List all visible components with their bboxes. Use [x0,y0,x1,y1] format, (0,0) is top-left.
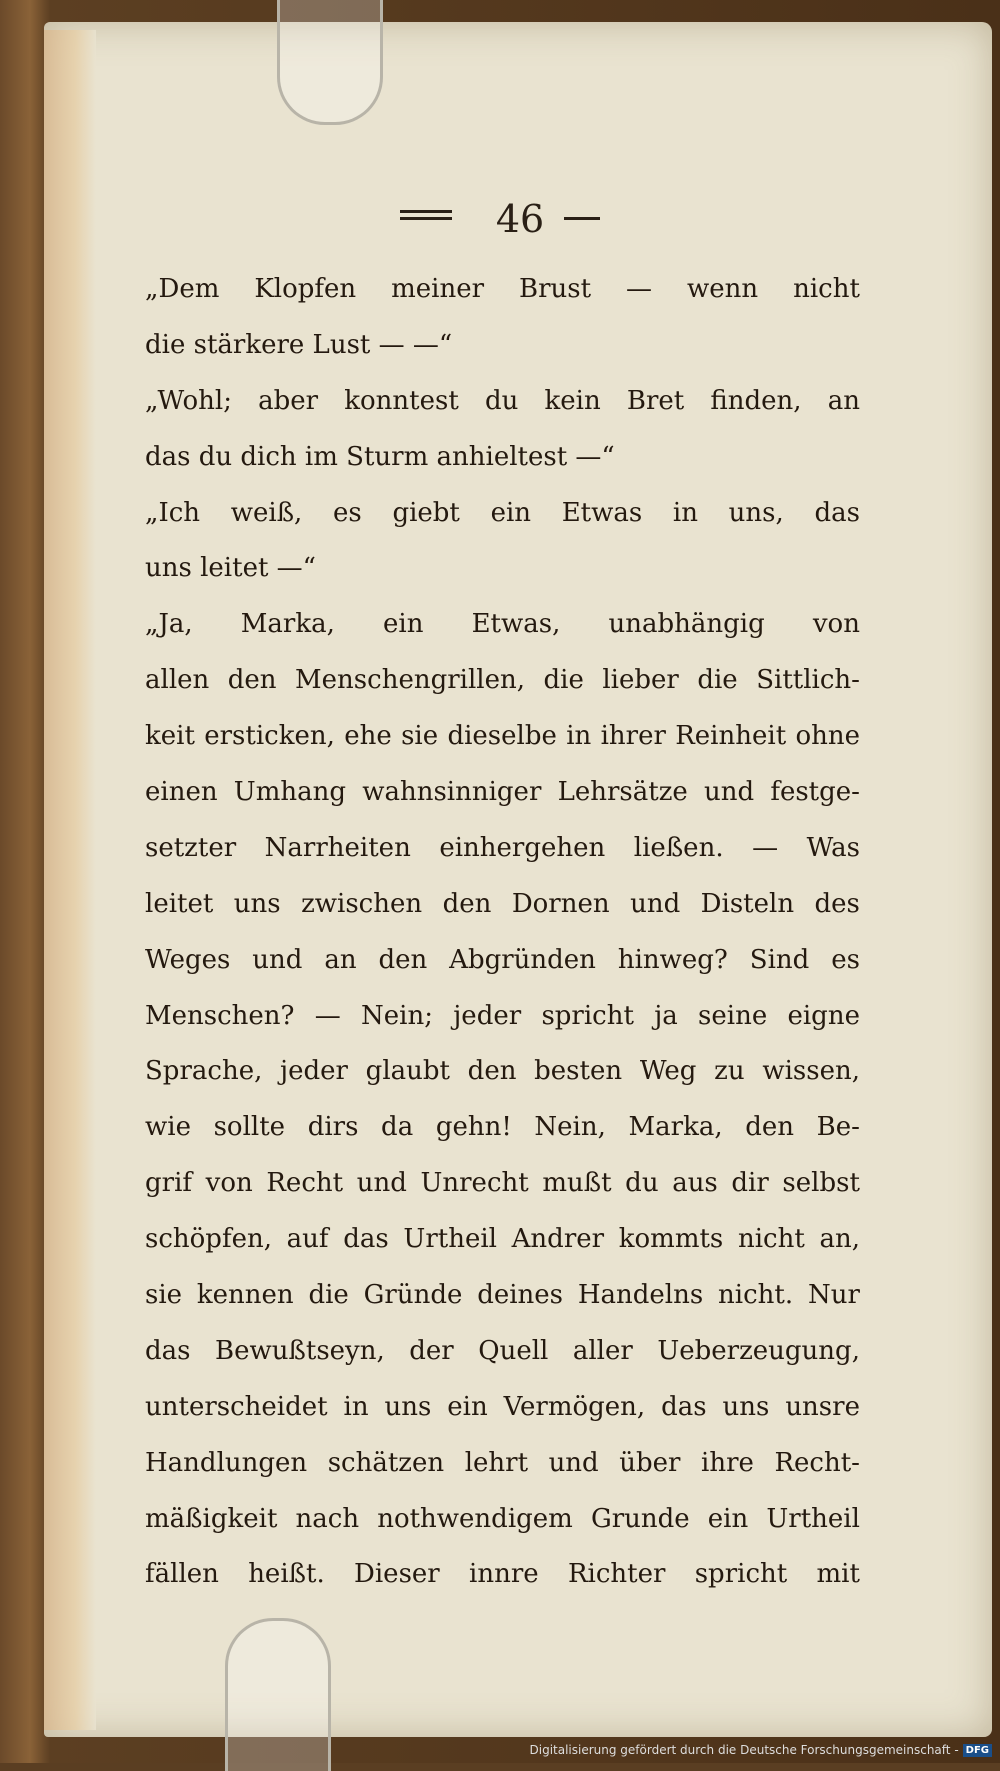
word: wissen, [762,1056,860,1087]
page-gutter [44,30,96,1730]
word: Weg [639,1056,697,1087]
digitization-credit [530,1739,993,1761]
word: — [626,274,653,304]
word: sollte [213,1112,286,1143]
word: Disteln [700,888,795,919]
word: aller [572,1335,633,1366]
word: „Dem [145,274,220,304]
word: festge- [770,777,860,808]
text-line [145,597,860,653]
word: fällen [145,1559,219,1590]
word: kennen [196,1280,294,1311]
word: an [324,944,357,975]
text-line [145,1380,860,1436]
word: „Ja, [145,609,193,640]
word: meiner [391,274,485,304]
word: Marka, [628,1112,723,1143]
word: „Ich [145,497,201,528]
word: einen [145,777,218,808]
word: lieber [602,665,679,696]
word: über [619,1447,681,1478]
word: „Wohl; [145,385,232,416]
word: den [745,1112,794,1143]
word: selbst [782,1168,860,1199]
dfg-logo: DFG [963,1744,992,1757]
word: in [343,1391,369,1422]
word: Quell [478,1335,549,1366]
word: und [252,944,303,975]
word: mit [816,1559,860,1590]
word: Nein; [361,1000,433,1031]
page-number: 46 [495,196,545,241]
word: du [625,1168,659,1199]
text-line [145,1324,860,1380]
word: allen [145,665,210,696]
word: uns [384,1391,432,1422]
word: Etwas, [471,609,561,640]
word: finden, [710,385,802,416]
word: mäßigkeit [145,1503,278,1534]
word: den [378,944,428,975]
word: den [467,1056,517,1087]
word: wenn [687,274,759,304]
word: und [548,1447,599,1478]
word: den [227,665,277,696]
word: nach [295,1503,360,1534]
word: dir [731,1168,769,1199]
text-line [145,1492,860,1548]
word: giebt [392,497,460,528]
word: von [205,1168,253,1199]
text-line [145,374,860,430]
word: unterscheidet [145,1391,328,1422]
word: einhergehen [439,832,606,863]
word: keit [145,721,195,752]
word: — [314,1000,341,1031]
word: kommts [618,1224,724,1255]
word: Richter [567,1559,666,1590]
word: konntest [344,385,459,416]
word: den [442,888,492,919]
word: das [661,1391,707,1422]
word: Sittlich- [756,665,860,696]
word: Ueberzeugung, [657,1335,860,1366]
word: der [409,1335,454,1366]
word: Reinheit [675,721,787,752]
word: Be- [816,1112,860,1143]
text-line [145,821,860,877]
word: die [697,665,738,696]
word: Andrer [511,1224,605,1255]
word: ihrer [600,721,666,752]
word: heißt. [248,1559,325,1590]
text-line [145,877,860,933]
text-line [145,765,860,821]
word: da [381,1112,414,1143]
text-line [145,1100,860,1156]
text-line [145,653,860,709]
word: Was [806,832,860,863]
word: Weges [145,944,231,975]
word: schätzen [327,1447,445,1478]
word: Nur [807,1280,860,1311]
credit-text: Digitalisierung gefördert durch die Deutsche Forschungsgemeinschaft - [529,1743,959,1757]
word: sie [401,721,439,752]
word: dieselbe [447,721,557,752]
word: Etwas [561,497,643,528]
word: sie [145,1280,183,1311]
word: glaubt [365,1056,450,1087]
word: das [343,1224,389,1255]
word: Recht- [774,1447,860,1478]
word: kein [544,385,601,416]
text-line [145,1268,860,1324]
word: Lehrsätze [557,777,688,808]
word: Grunde [590,1503,690,1534]
word: ihre [701,1447,754,1478]
word: nothwendigem [377,1503,573,1534]
word: Bret [626,385,685,416]
page-clip-top [277,0,383,125]
word: Unrecht [420,1168,529,1199]
word: lehrt [464,1447,529,1478]
word: es [333,497,362,528]
word: ein [707,1503,749,1534]
header-ornament-left [400,217,452,220]
word: ehe [344,721,392,752]
word: es [831,944,860,975]
word: Urtheil [403,1224,497,1255]
word: ein [490,497,532,528]
word: Narrheiten [264,832,411,863]
word: du [484,385,519,416]
text-line: das du dich im Sturm anhieltest —“ [145,441,615,472]
text-line [145,933,860,989]
word: mußt [542,1168,612,1199]
word: dirs [307,1112,359,1143]
text-line [145,1156,860,1212]
text-line [145,989,860,1045]
word: aus [672,1168,718,1199]
word: zwischen [301,888,423,919]
word: Menschen? [145,1000,295,1031]
word: Sind [749,944,810,975]
word: Marka, [240,609,335,640]
word: schöpfen, [145,1224,272,1255]
word: nicht. [718,1280,794,1311]
word: jeder [453,1000,522,1031]
word: unabhängig [608,609,765,640]
word: spricht [541,1000,634,1031]
word: besten [534,1056,623,1087]
word: an [827,385,860,416]
text-line [145,709,860,765]
word: und [356,1168,407,1199]
word: uns, [728,497,784,528]
word: nicht [793,274,860,304]
word: Klopfen [254,274,357,304]
word: Urtheil [766,1503,860,1534]
word: die [543,665,584,696]
word: innre [469,1559,539,1590]
word: das [814,497,860,528]
word: ein [383,609,424,640]
word: Nein, [534,1112,606,1143]
word: Brust [518,274,592,304]
word: uns [722,1391,770,1422]
word: ließen. [633,832,724,863]
word: ersticken, [204,721,335,752]
word: und [630,888,681,919]
text-line [145,1044,860,1100]
word: setzter [145,832,237,863]
text-line: uns leitet —“ [145,553,316,584]
text-line [145,1212,860,1268]
word: grif [145,1168,193,1199]
word: Vermögen, [503,1391,646,1422]
word: uns [233,888,281,919]
word: Umhang [233,777,346,808]
text-line [145,262,860,318]
word: Dornen [511,888,610,919]
word: deines [477,1280,564,1311]
text-line [145,1547,860,1603]
word: weiß, [230,497,303,528]
word: die [308,1280,349,1311]
page-clip-bottom [225,1618,331,1771]
word: Abgründen [449,944,596,975]
word: Dieser [354,1559,440,1590]
word: Handlungen [145,1447,308,1478]
word: in [672,497,698,528]
text-line [145,1436,860,1492]
word: in [566,721,592,752]
word: Gründe [363,1280,463,1311]
word: und [703,777,755,808]
text-line: die stärkere Lust — —“ [145,329,453,360]
word: ohne [795,721,860,752]
word: Bewußtseyn, [215,1335,385,1366]
word: Menschengrillen, [295,665,525,696]
word: seine [698,1000,768,1031]
word: hinweg? [617,944,728,975]
word: wahnsinniger [362,777,542,808]
word: aber [258,385,319,416]
page-header [0,193,1000,241]
word: unsre [785,1391,860,1422]
word: von [812,609,860,640]
text-line [145,486,860,542]
word: wie [145,1112,191,1143]
word: auf [286,1224,329,1255]
word: — [752,832,779,863]
body-text [145,262,860,1603]
word: spricht [694,1559,788,1590]
word: ja [654,1000,678,1031]
word: Recht [266,1168,344,1199]
word: nicht [737,1224,805,1255]
header-ornament-right [564,217,600,220]
word: gehn! [435,1112,512,1143]
word: das [145,1335,191,1366]
word: jeder [280,1056,348,1087]
word: ein [447,1391,488,1422]
word: an, [819,1224,860,1255]
word: zu [714,1056,745,1087]
word: leitet [145,888,214,919]
word: Handelns [577,1280,704,1311]
word: des [814,888,860,919]
word: Sprache, [145,1056,263,1087]
word: eigne [787,1000,860,1031]
